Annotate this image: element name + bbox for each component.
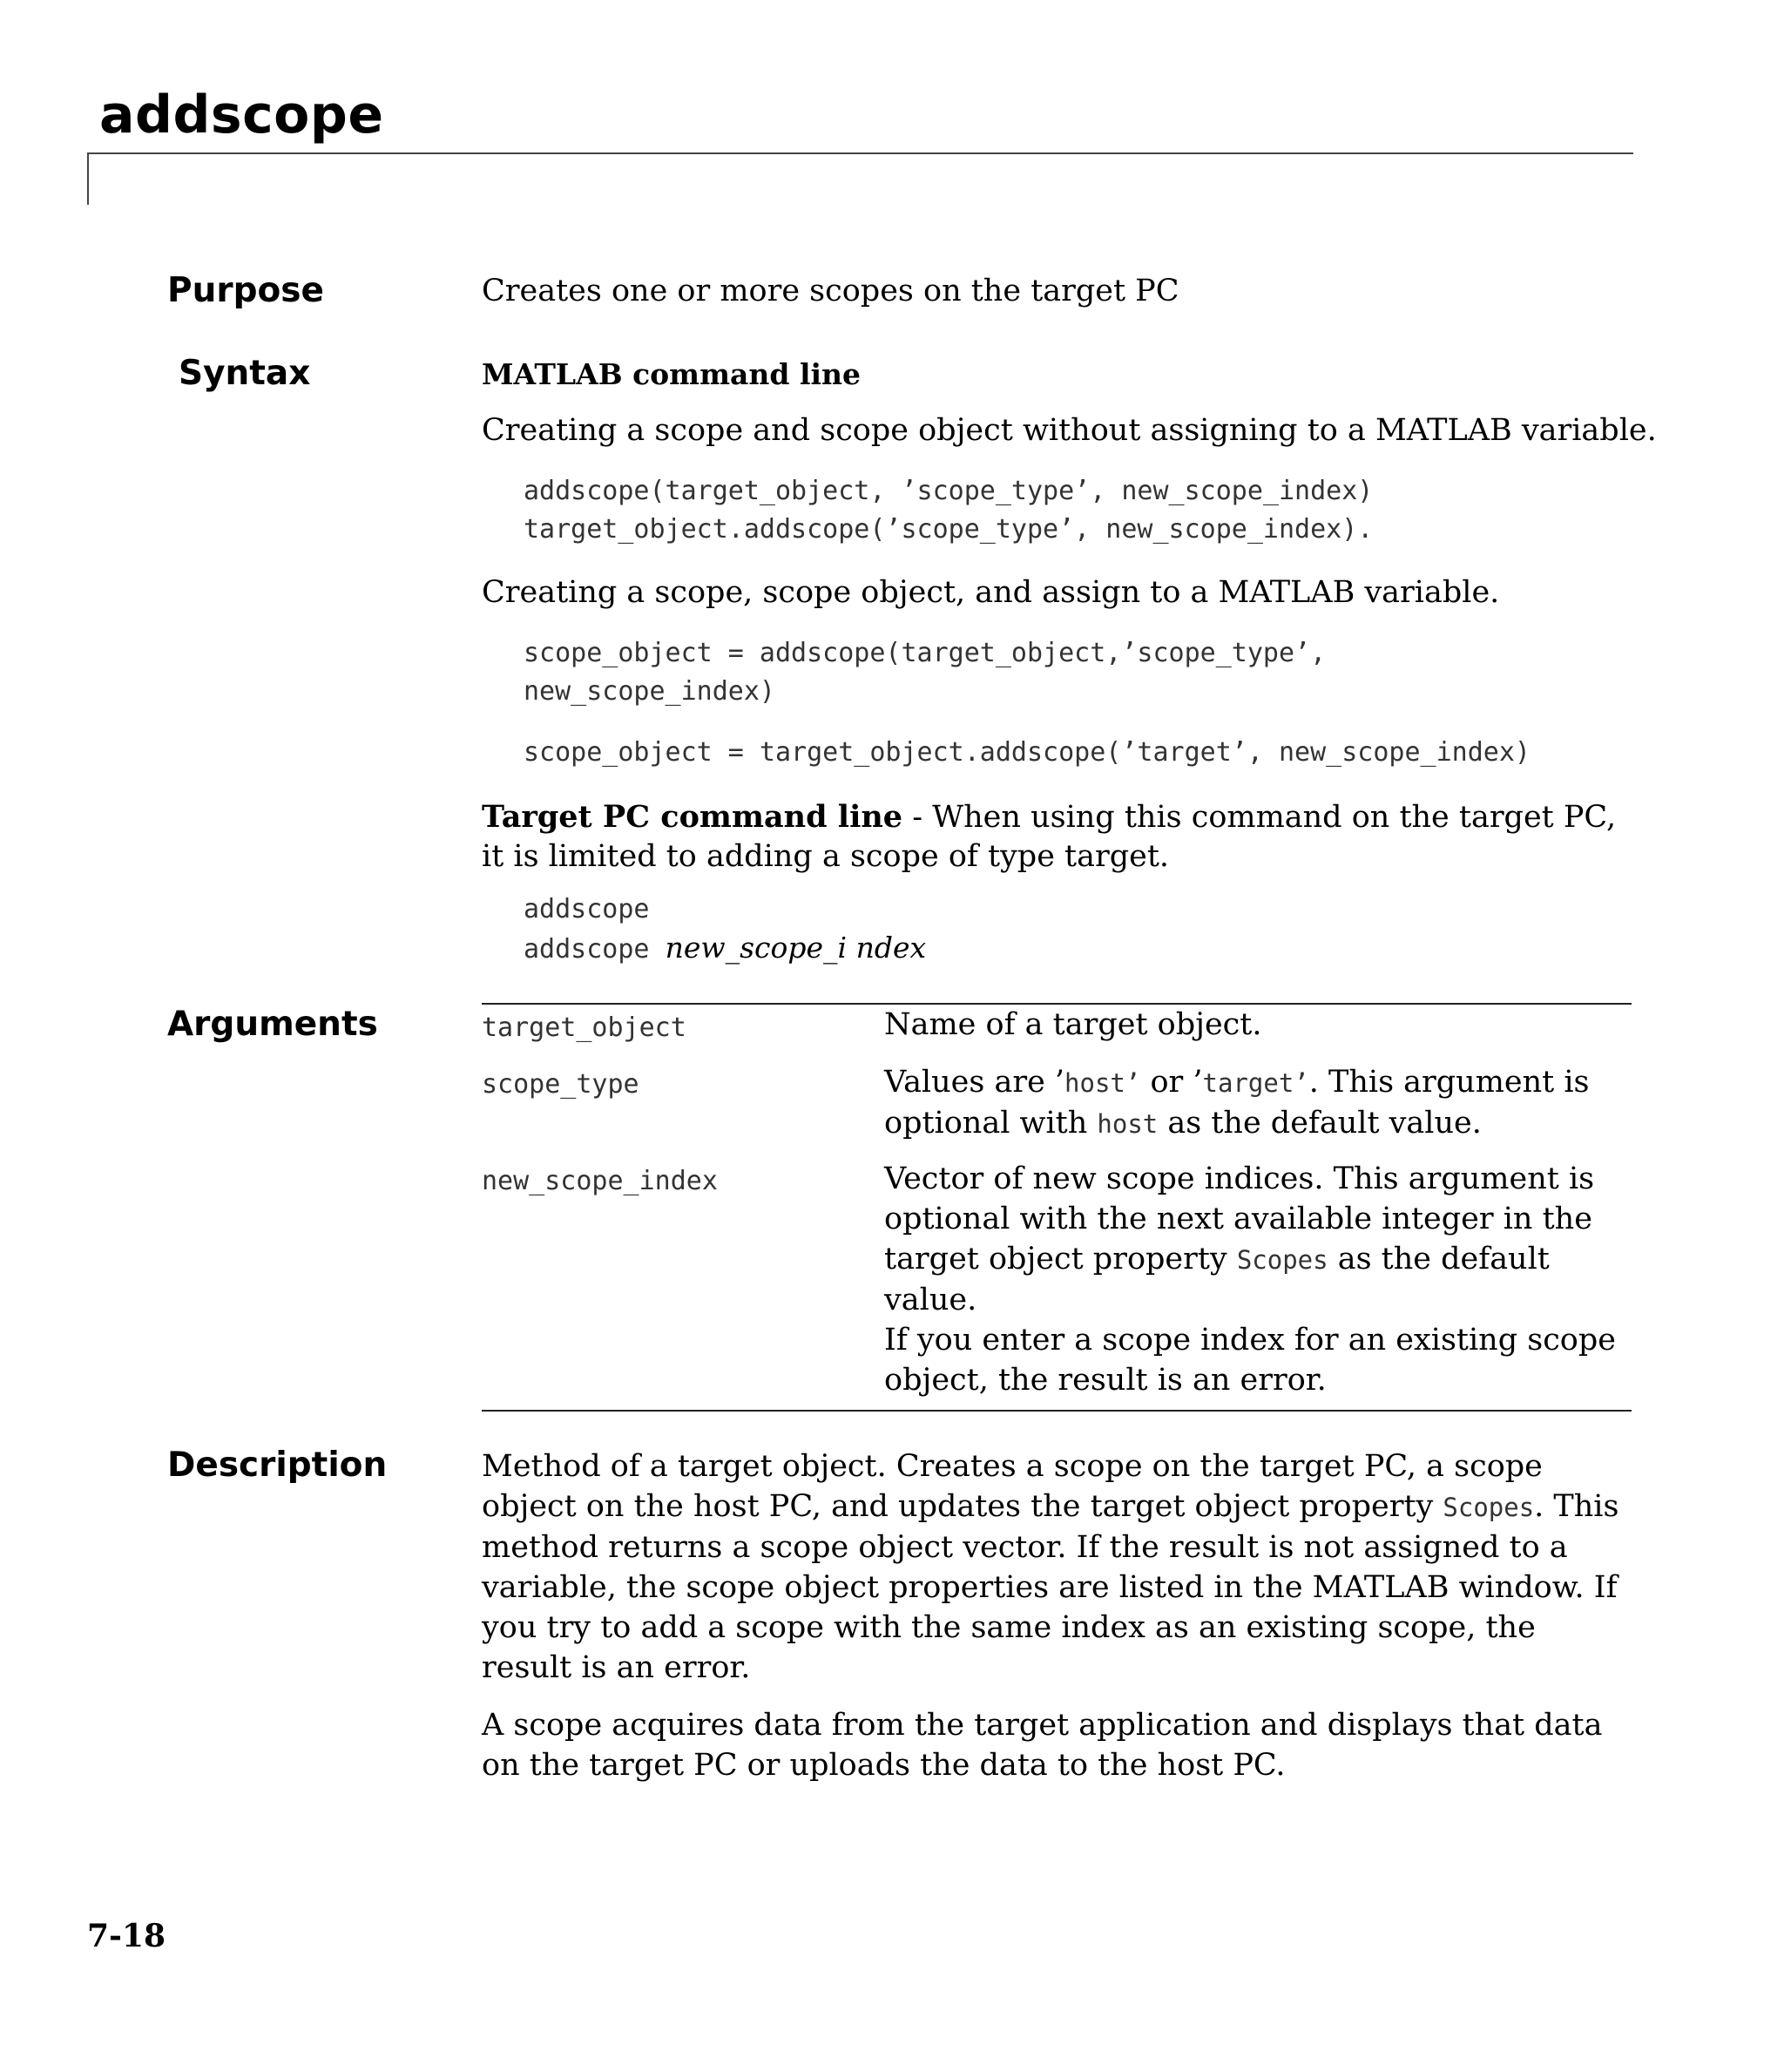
target-command-line-heading: Target PC command line bbox=[482, 799, 903, 835]
description-heading: Description bbox=[167, 1446, 388, 1485]
code-line: addscope new_scope_i ndex bbox=[524, 931, 927, 965]
syntax-intro-2-text: Creating a scope, scope object, and assign to a MATLAB variable. bbox=[482, 575, 1500, 610]
argument-name: scope_type bbox=[482, 1069, 639, 1100]
argument-name: target_object bbox=[482, 1012, 686, 1043]
syntax-intro-1-text: Creating a scope and scope object without assigning to a MATLAB variable. bbox=[482, 413, 1657, 448]
target-command-line-text: Target PC command line - When using this command on the target PC, it is limited to adding a scope of type target. bbox=[482, 799, 1617, 874]
code-line: scope_object = addscope(target_object,’scope_type’, bbox=[524, 638, 1327, 668]
code-line: addscope bbox=[524, 894, 650, 924]
syntax-code-block-3 bbox=[524, 734, 1531, 772]
syntax-code-block-4 bbox=[524, 890, 926, 969]
arguments-heading: Arguments bbox=[167, 1005, 378, 1044]
page-title: addscope bbox=[99, 85, 384, 146]
header-rule-tick bbox=[87, 152, 89, 205]
description-section bbox=[482, 1446, 1632, 1785]
argument-name: new_scope_index bbox=[482, 1166, 718, 1196]
purpose-section bbox=[482, 272, 1632, 311]
code-line: addscope(target_object, ’scope_type’, new_scope_index) bbox=[524, 476, 1374, 506]
matlab-command-line-heading: MATLAB command line bbox=[482, 357, 862, 391]
description-paragraph: Method of a target object. Creates a scope on the target PC, a scope object on the host PC, and updates the target object property Scopes. This method returns a scope object vector. If the result is not assigned to a variable, the scope object properties are listed in the MATLAB window. If you try to add a scope with the same index as an existing scope, the result is an error. bbox=[482, 1449, 1619, 1685]
purpose-heading: Purpose bbox=[167, 271, 324, 310]
code-line: target_object.addscope(’scope_type’, new_scope_index). bbox=[524, 514, 1374, 545]
page-number: 7-18 bbox=[87, 1918, 166, 1954]
argument-description: Name of a target object. bbox=[884, 1007, 1262, 1042]
syntax-intro-1 bbox=[482, 411, 1657, 450]
syntax-intro-2 bbox=[482, 573, 1632, 613]
syntax-code-block-1 bbox=[524, 472, 1373, 549]
argument-description: Values are ’host’ or ’target’. This argument is optional with host as the default value. bbox=[884, 1065, 1590, 1141]
code-line: scope_object = target_object.addscope(’target’, new_scope_index) bbox=[524, 737, 1531, 768]
purpose-text: Creates one or more scopes on the target PC bbox=[482, 274, 1179, 308]
description-paragraph: A scope acquires data from the target application and displays that data on the target PC or uploads the data to the host PC. bbox=[482, 1708, 1603, 1783]
target-command-line-block bbox=[482, 797, 1632, 877]
new-scope-index-arg: new_scope_i ndex bbox=[665, 931, 927, 965]
arguments-table-bottom-rule bbox=[482, 1410, 1632, 1412]
argument-description: Vector of new scope indices. This argument is optional with the next available integer in the target object property Scopes as the default value. If you enter a scope index for an existing scope object, the result is an error. bbox=[884, 1161, 1616, 1398]
syntax-heading: Syntax bbox=[179, 354, 311, 393]
header-rule bbox=[87, 152, 1633, 154]
code-line: new_scope_index) bbox=[524, 676, 775, 707]
matlab-command-line-block bbox=[482, 356, 1632, 393]
syntax-code-block-2 bbox=[524, 634, 1326, 711]
